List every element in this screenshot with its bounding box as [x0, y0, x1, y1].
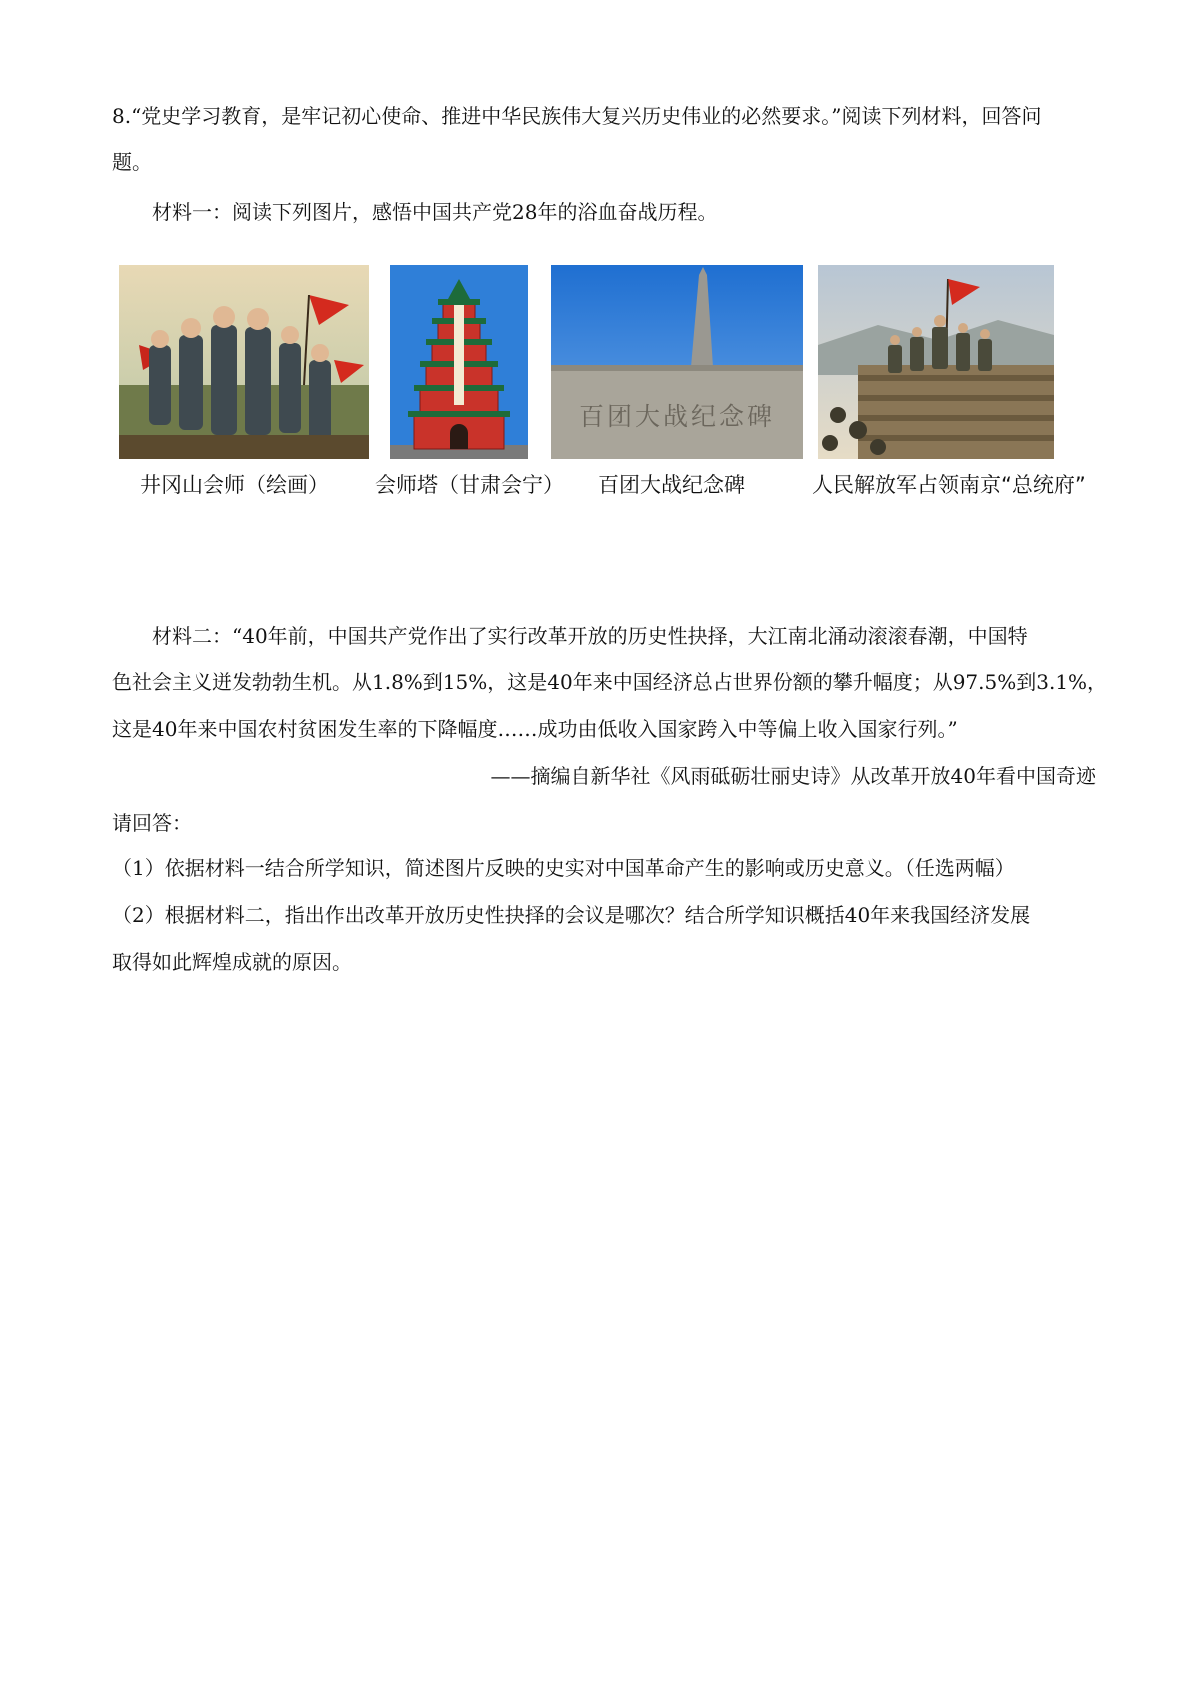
huining-meeting-tower-photo [390, 265, 528, 459]
nanjing-presidential-palace-painting [818, 265, 1054, 459]
hundred-regiments-memorial-photo [551, 265, 803, 459]
caption-jinggangshan: 井冈山会师（绘画） [140, 473, 329, 497]
caption-nanjing: 人民解放军占领南京“总统府” [812, 473, 1086, 497]
material-two-source: ——摘编自新华社《风雨砥砺壮丽史诗》从改革开放40年看中国奇迹 [490, 764, 1096, 788]
material-one-text: 材料一：阅读下列图片，感悟中国共产党28年的浴血奋战历程。 [152, 200, 718, 224]
question-one: （1）依据材料一结合所学知识，简述图片反映的史实对中国革命产生的影响或历史意义。（任选两幅） [112, 856, 1015, 880]
question-two-line-2: 取得如此辉煌成就的原因。 [112, 950, 352, 974]
material-two-line-2: 色社会主义迸发勃勃生机。从1.8%到15%，这是40年来中国经济总占世界份额的攀升幅度；从97.5%到3.1%， [112, 670, 1108, 694]
question-two-line-1: （2）根据材料二，指出作出改革开放历史性抉择的会议是哪次？结合所学知识概括40年来我国经济发展 [112, 903, 1031, 927]
material-two-line-1: 材料二：“40年前，中国共产党作出了实行改革开放的历史性抉择，大江南北涌动滚滚春潮，中国特 [152, 624, 1028, 648]
question-intro-line-2: 题。 [112, 150, 152, 174]
memorial-inscription: 百团大战纪念碑 [578, 402, 775, 431]
caption-huining-tower: 会师塔（甘肃会宁） [375, 473, 564, 497]
material-two-line-3: 这是40年来中国农村贫困发生率的下降幅度……成功由低收入国家跨入中等偏上收入国家行列。” [112, 717, 958, 741]
question-intro-line-1: 8.“党史学习教育，是牢记初心使命、推进中华民族伟大复兴历史伟业的必然要求。”阅读下列材料，回答问 [112, 104, 1042, 128]
jinggangshan-meeting-painting [119, 265, 369, 459]
answer-prompt: 请回答： [112, 811, 192, 835]
caption-hundred-regiments: 百团大战纪念碑 [598, 473, 745, 497]
